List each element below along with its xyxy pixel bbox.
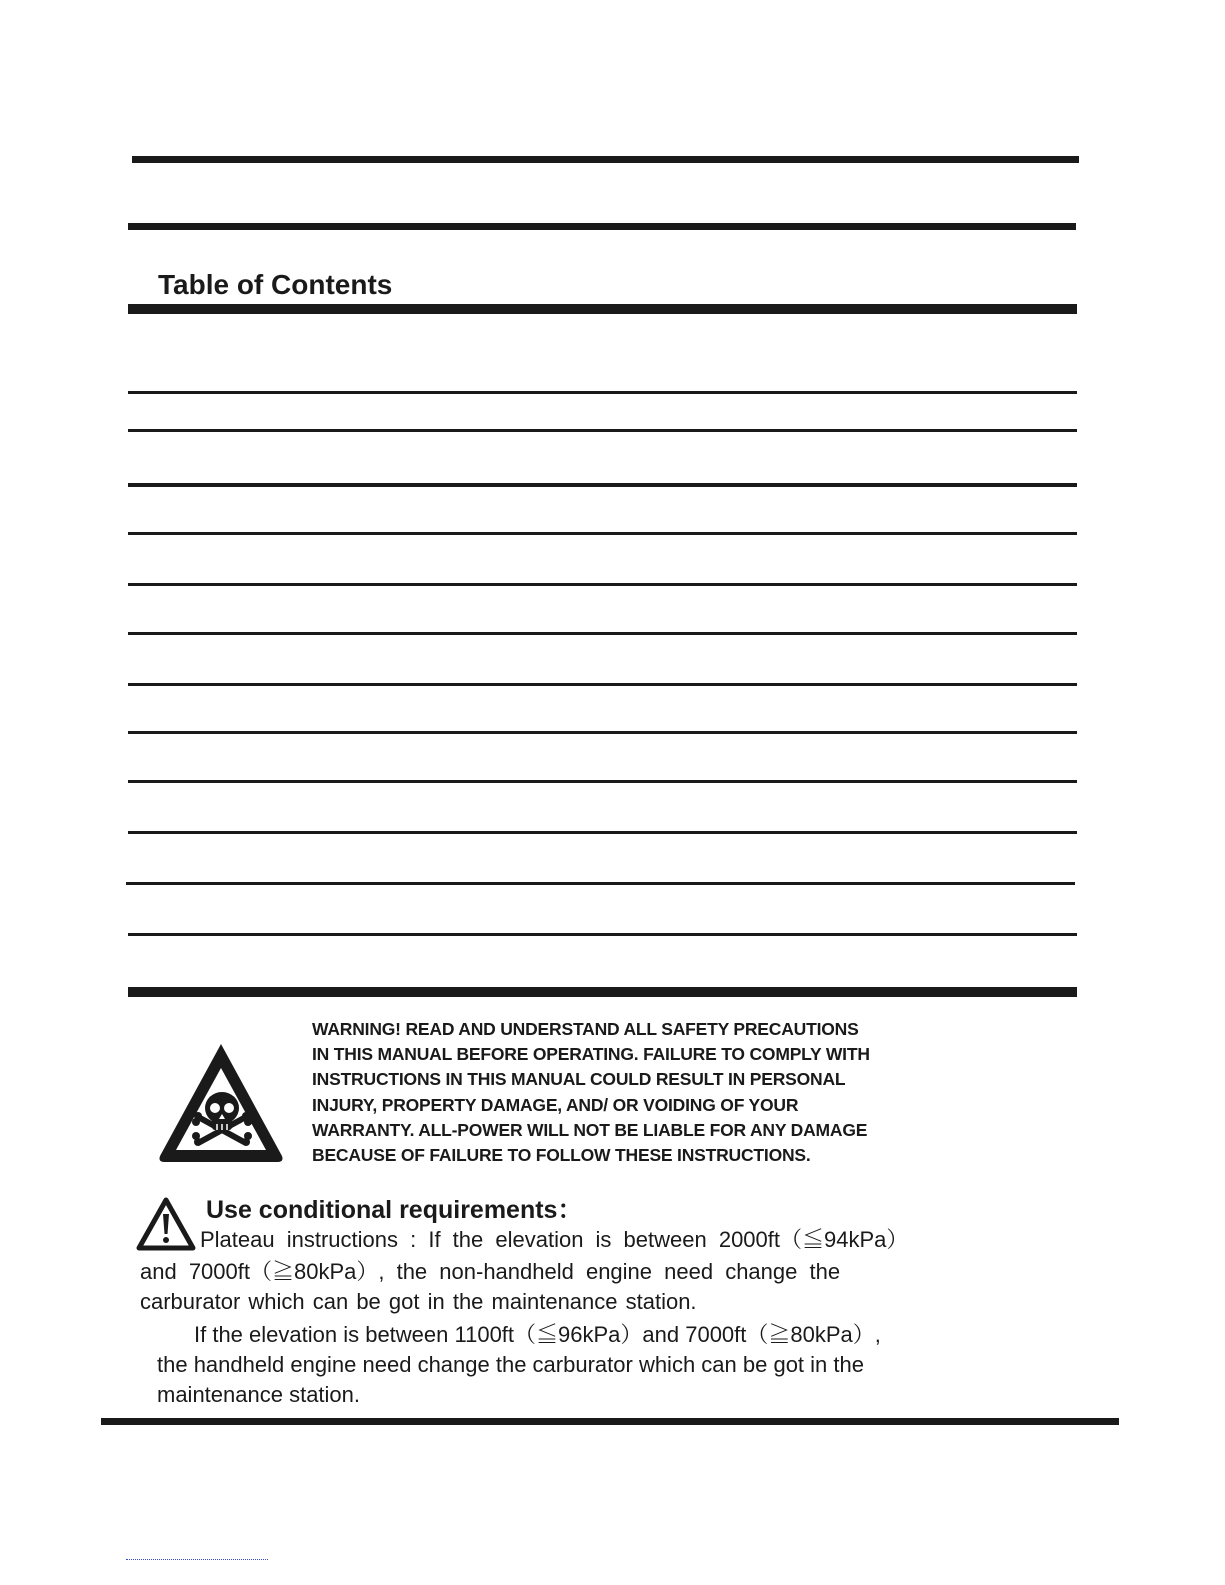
toc-row-rule [128, 483, 1077, 487]
warning-line: INJURY, PROPERTY DAMAGE, AND/ OR VOIDING OF YOUR [312, 1094, 799, 1115]
toc-row-rule [128, 391, 1077, 394]
warning-line: INSTRUCTIONS IN THIS MANUAL COULD RESULT IN PERSONAL [312, 1069, 846, 1090]
toc-bottom-rule [128, 987, 1077, 997]
conditions-line: maintenance station. [157, 1382, 361, 1407]
conditions-line: the handheld engine need change the carburator which can be got in the [157, 1352, 864, 1377]
conditions-line: If the elevation is between 1100ft（≦96kPa）and 7000ft（≧80kPa）, [194, 1322, 881, 1347]
header-rule [128, 223, 1076, 230]
toc-row-rule [128, 831, 1077, 834]
toc-row-rule [128, 583, 1077, 586]
toc-row-rule [128, 780, 1077, 783]
warning-text [312, 1017, 972, 1168]
top-rule [132, 156, 1079, 163]
toc-title-rule [128, 304, 1077, 314]
conditions-line: Plateau instructions : If the elevation is between 2000ft（≦94kPa） [200, 1227, 909, 1252]
toc-title: Table of Contents [158, 269, 393, 300]
toc-row-rule [128, 683, 1077, 686]
toc-row-rule [128, 532, 1077, 535]
footer-rule [101, 1418, 1119, 1425]
conditions-heading: Use conditional requirements： [206, 1196, 583, 1224]
conditions-line: and 7000ft（≧80kPa）, the non-handheld engine need change the [140, 1259, 841, 1284]
toc-row-rule [128, 731, 1077, 734]
toc-row-rule [126, 882, 1075, 885]
skull-crossbones-warning-icon [156, 1038, 286, 1166]
toc-row-rule [128, 429, 1077, 432]
conditions-line: carburator which can be got in the maintenance station. [140, 1289, 697, 1314]
caution-exclamation-icon [136, 1196, 196, 1252]
toc-row-rule [128, 933, 1077, 936]
footer-link-underline [126, 1559, 268, 1561]
warning-line: WARNING! READ AND UNDERSTAND ALL SAFETY PRECAUTIONS [312, 1019, 859, 1039]
toc-row-rule [128, 632, 1077, 635]
warning-line: WARRANTY. ALL-POWER WILL NOT BE LIABLE FOR ANY DAMAGE [312, 1119, 868, 1140]
warning-line: IN THIS MANUAL BEFORE OPERATING. FAILURE TO COMPLY WITH [312, 1044, 870, 1065]
warning-line: BECAUSE OF FAILURE TO FOLLOW THESE INSTRUCTIONS. [312, 1145, 811, 1166]
